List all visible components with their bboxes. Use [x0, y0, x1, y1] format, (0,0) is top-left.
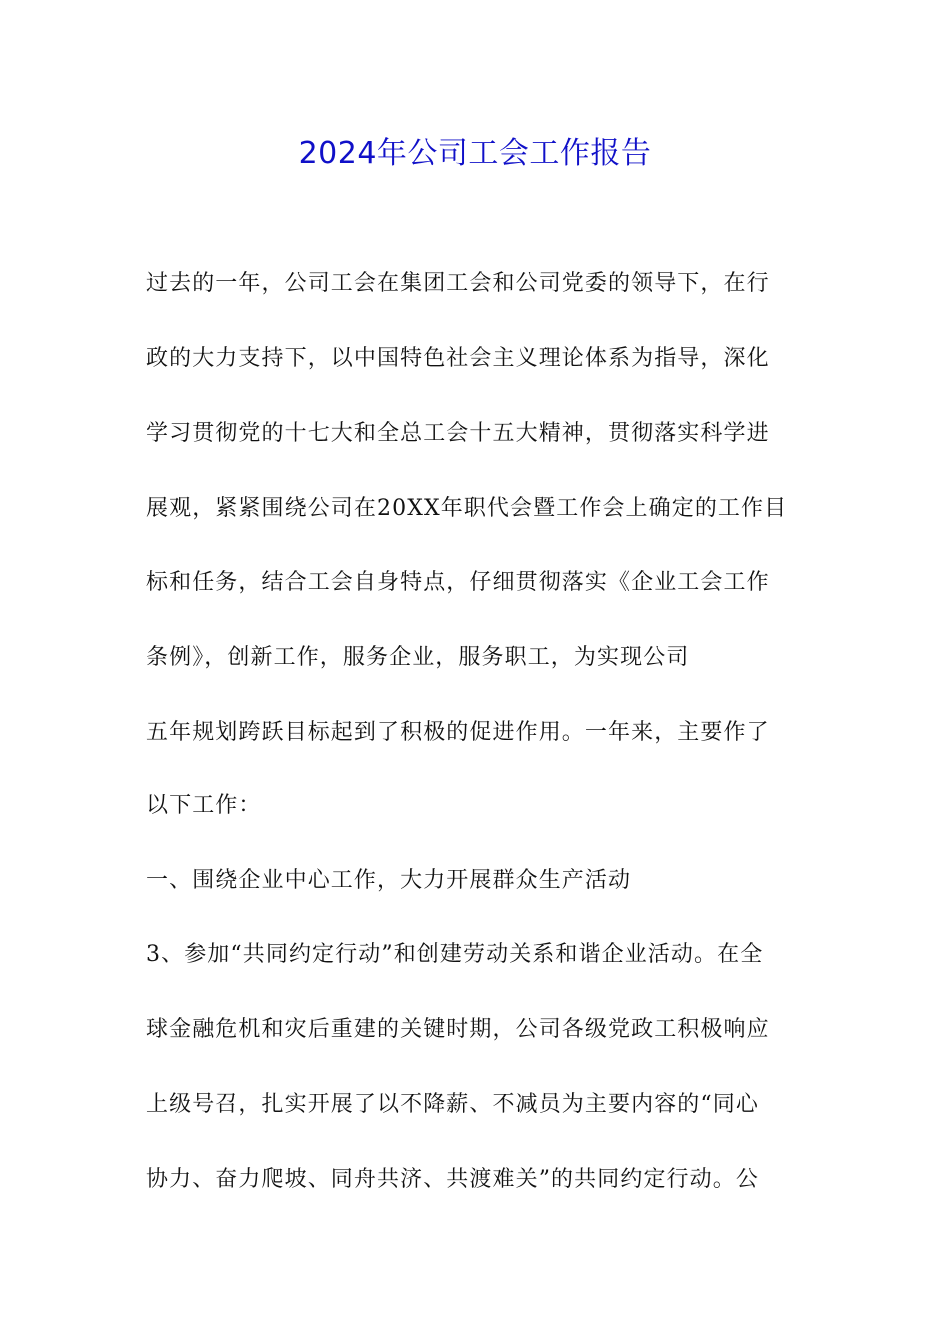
- paragraph-line: 标和任务，结合工会自身特点，仔细贯彻落实《企业工会工作: [146, 570, 770, 595]
- paragraph-line: 五年规划跨跃目标起到了积极的促进作用。一年来，主要作了: [146, 720, 770, 745]
- paragraph-line: 条例》，创新工作，服务企业，服务职工，为实现公司: [146, 645, 690, 670]
- paragraph-line: 球金融危机和灾后重建的关键时期，公司各级党政工积极响应: [146, 1017, 770, 1042]
- paragraph-line: 上级号召，扎实开展了以不降薪、不减员为主要内容的“同心: [146, 1092, 759, 1117]
- paragraph-line: 以下工作：: [146, 793, 262, 818]
- paragraph-line: 展观，紧紧围绕公司在20XX年职代会暨工作会上确定的工作目: [146, 496, 788, 521]
- document-title: 2024年公司工会工作报告: [298, 136, 652, 171]
- paragraph-line: 过去的一年，公司工会在集团工会和公司党委的领导下，在行: [146, 271, 770, 296]
- paragraph-line: 协力、奋力爬坡、同舟共济、共渡难关”的共同约定行动。公: [146, 1167, 759, 1192]
- paragraph-line: 学习贯彻党的十七大和全总工会十五大精神，贯彻落实科学进: [146, 421, 770, 446]
- section-heading: 一、围绕企业中心工作，大力开展群众生产活动: [146, 868, 632, 893]
- paragraph-line: 3、参加“共同约定行动”和创建劳动关系和谐企业活动。在全: [146, 942, 764, 967]
- paragraph-line: 政的大力支持下，以中国特色社会主义理论体系为指导，深化: [146, 346, 770, 371]
